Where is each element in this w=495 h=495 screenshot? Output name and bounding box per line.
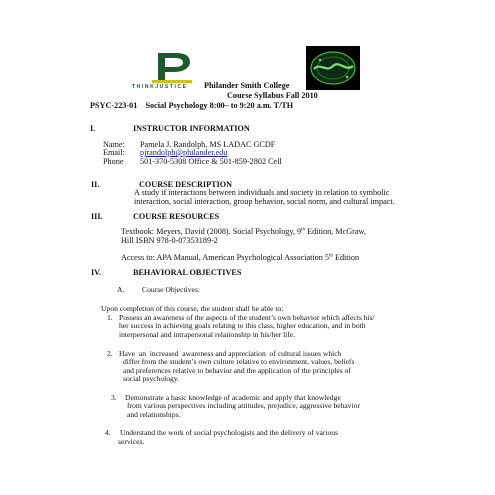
- section-title-resources: COURSE RESOURCES: [133, 212, 220, 221]
- objective-line: interpersonal and intrapersonal relationship in his/her life.: [119, 330, 296, 339]
- objective-line: services.: [118, 437, 145, 446]
- objective-line: her success in achieving goals relating to this class, higher education, and in both: [119, 321, 366, 330]
- textbook-text: Edition, McGraw,: [305, 227, 366, 236]
- objective-line: from various perspectives including attitudes, prejudice, aggressive behavior: [127, 401, 361, 410]
- superscript: th: [329, 253, 333, 259]
- description-line: A study if interactions between individuals and society in relation to symbolic: [134, 188, 390, 197]
- textbook-isbn: Hill ISBN 978-0-07353189-2: [121, 236, 218, 245]
- objective-line: Understand the work of social psychologists and the delivery of various: [120, 428, 339, 437]
- syllabus-term: Course Syllabus Fall 2010: [227, 91, 318, 100]
- objective-number: 3.: [111, 393, 117, 402]
- description-line: interaction, social interaction, group behavior, social norm, and cultural impact.: [134, 197, 395, 206]
- textbook-text: Textbook: Meyers, David (2008). Social Psychology, 9: [121, 227, 302, 236]
- subsection-title: Course Objectives:: [142, 285, 200, 294]
- email-link[interactable]: pjrandolph@philander.edu: [140, 148, 228, 157]
- section-title-objectives: BEHAVIORAL OBJECTIVES: [133, 268, 242, 277]
- section-number: II.: [91, 180, 100, 189]
- college-name: Philander Smith College: [204, 81, 290, 90]
- course-line: PSYC-223-01 Social Psychology 8:00– to 9:20 a.m. T/TH: [90, 101, 294, 110]
- access-text: Edition: [332, 253, 360, 262]
- objective-number: 1.: [107, 313, 113, 322]
- psychology-club-logo: [306, 46, 360, 90]
- objective-line: and preferences relative to behavior and the application of the principles of: [123, 366, 351, 375]
- textbook-line: [121, 227, 366, 236]
- objective-number: 2.: [107, 349, 113, 358]
- access-line: [121, 253, 359, 262]
- objective-line: differ from the student’s own culture relative to environment, values, beliefs: [123, 357, 355, 366]
- phone-value: 501-370-5308 Office & 501-859-2802 Cell: [140, 157, 282, 166]
- section-title-description: COURSE DESCRIPTION: [139, 180, 233, 189]
- access-text: Access to: APA Manual, American Psychological Association 5: [121, 253, 329, 262]
- objective-line: Demonstrate a basic knowledge of academic and apply that knowledge: [125, 393, 341, 402]
- objective-number: 4.: [105, 428, 111, 437]
- phone-label: Phone: [103, 157, 124, 166]
- objectives-intro: Upon completion of this course, the student shall be able to:: [101, 304, 284, 313]
- name-value: Pamela J. Randolph, MS LADAC GCDF: [140, 140, 276, 149]
- objective-line: social psychology.: [123, 374, 180, 383]
- subsection-letter: A.: [117, 285, 125, 294]
- objective-line: Possess an awareness of the aspects of the student’s own behavior which affects his/: [119, 313, 375, 322]
- objective-line: and relationships.: [127, 410, 181, 419]
- superscript: th: [301, 227, 306, 233]
- logo-tagline: THINKJUSTICE: [132, 84, 188, 90]
- section-title-instructor: INSTRUCTOR INFORMATION: [133, 124, 250, 133]
- name-label: Name:: [103, 140, 125, 149]
- email-label: Email:: [103, 148, 125, 157]
- section-number: III.: [91, 212, 103, 221]
- section-number: I.: [90, 124, 96, 133]
- section-number: IV.: [91, 268, 102, 277]
- objective-line: Have an increased awareness and appreciation of cultural issues which: [119, 349, 342, 358]
